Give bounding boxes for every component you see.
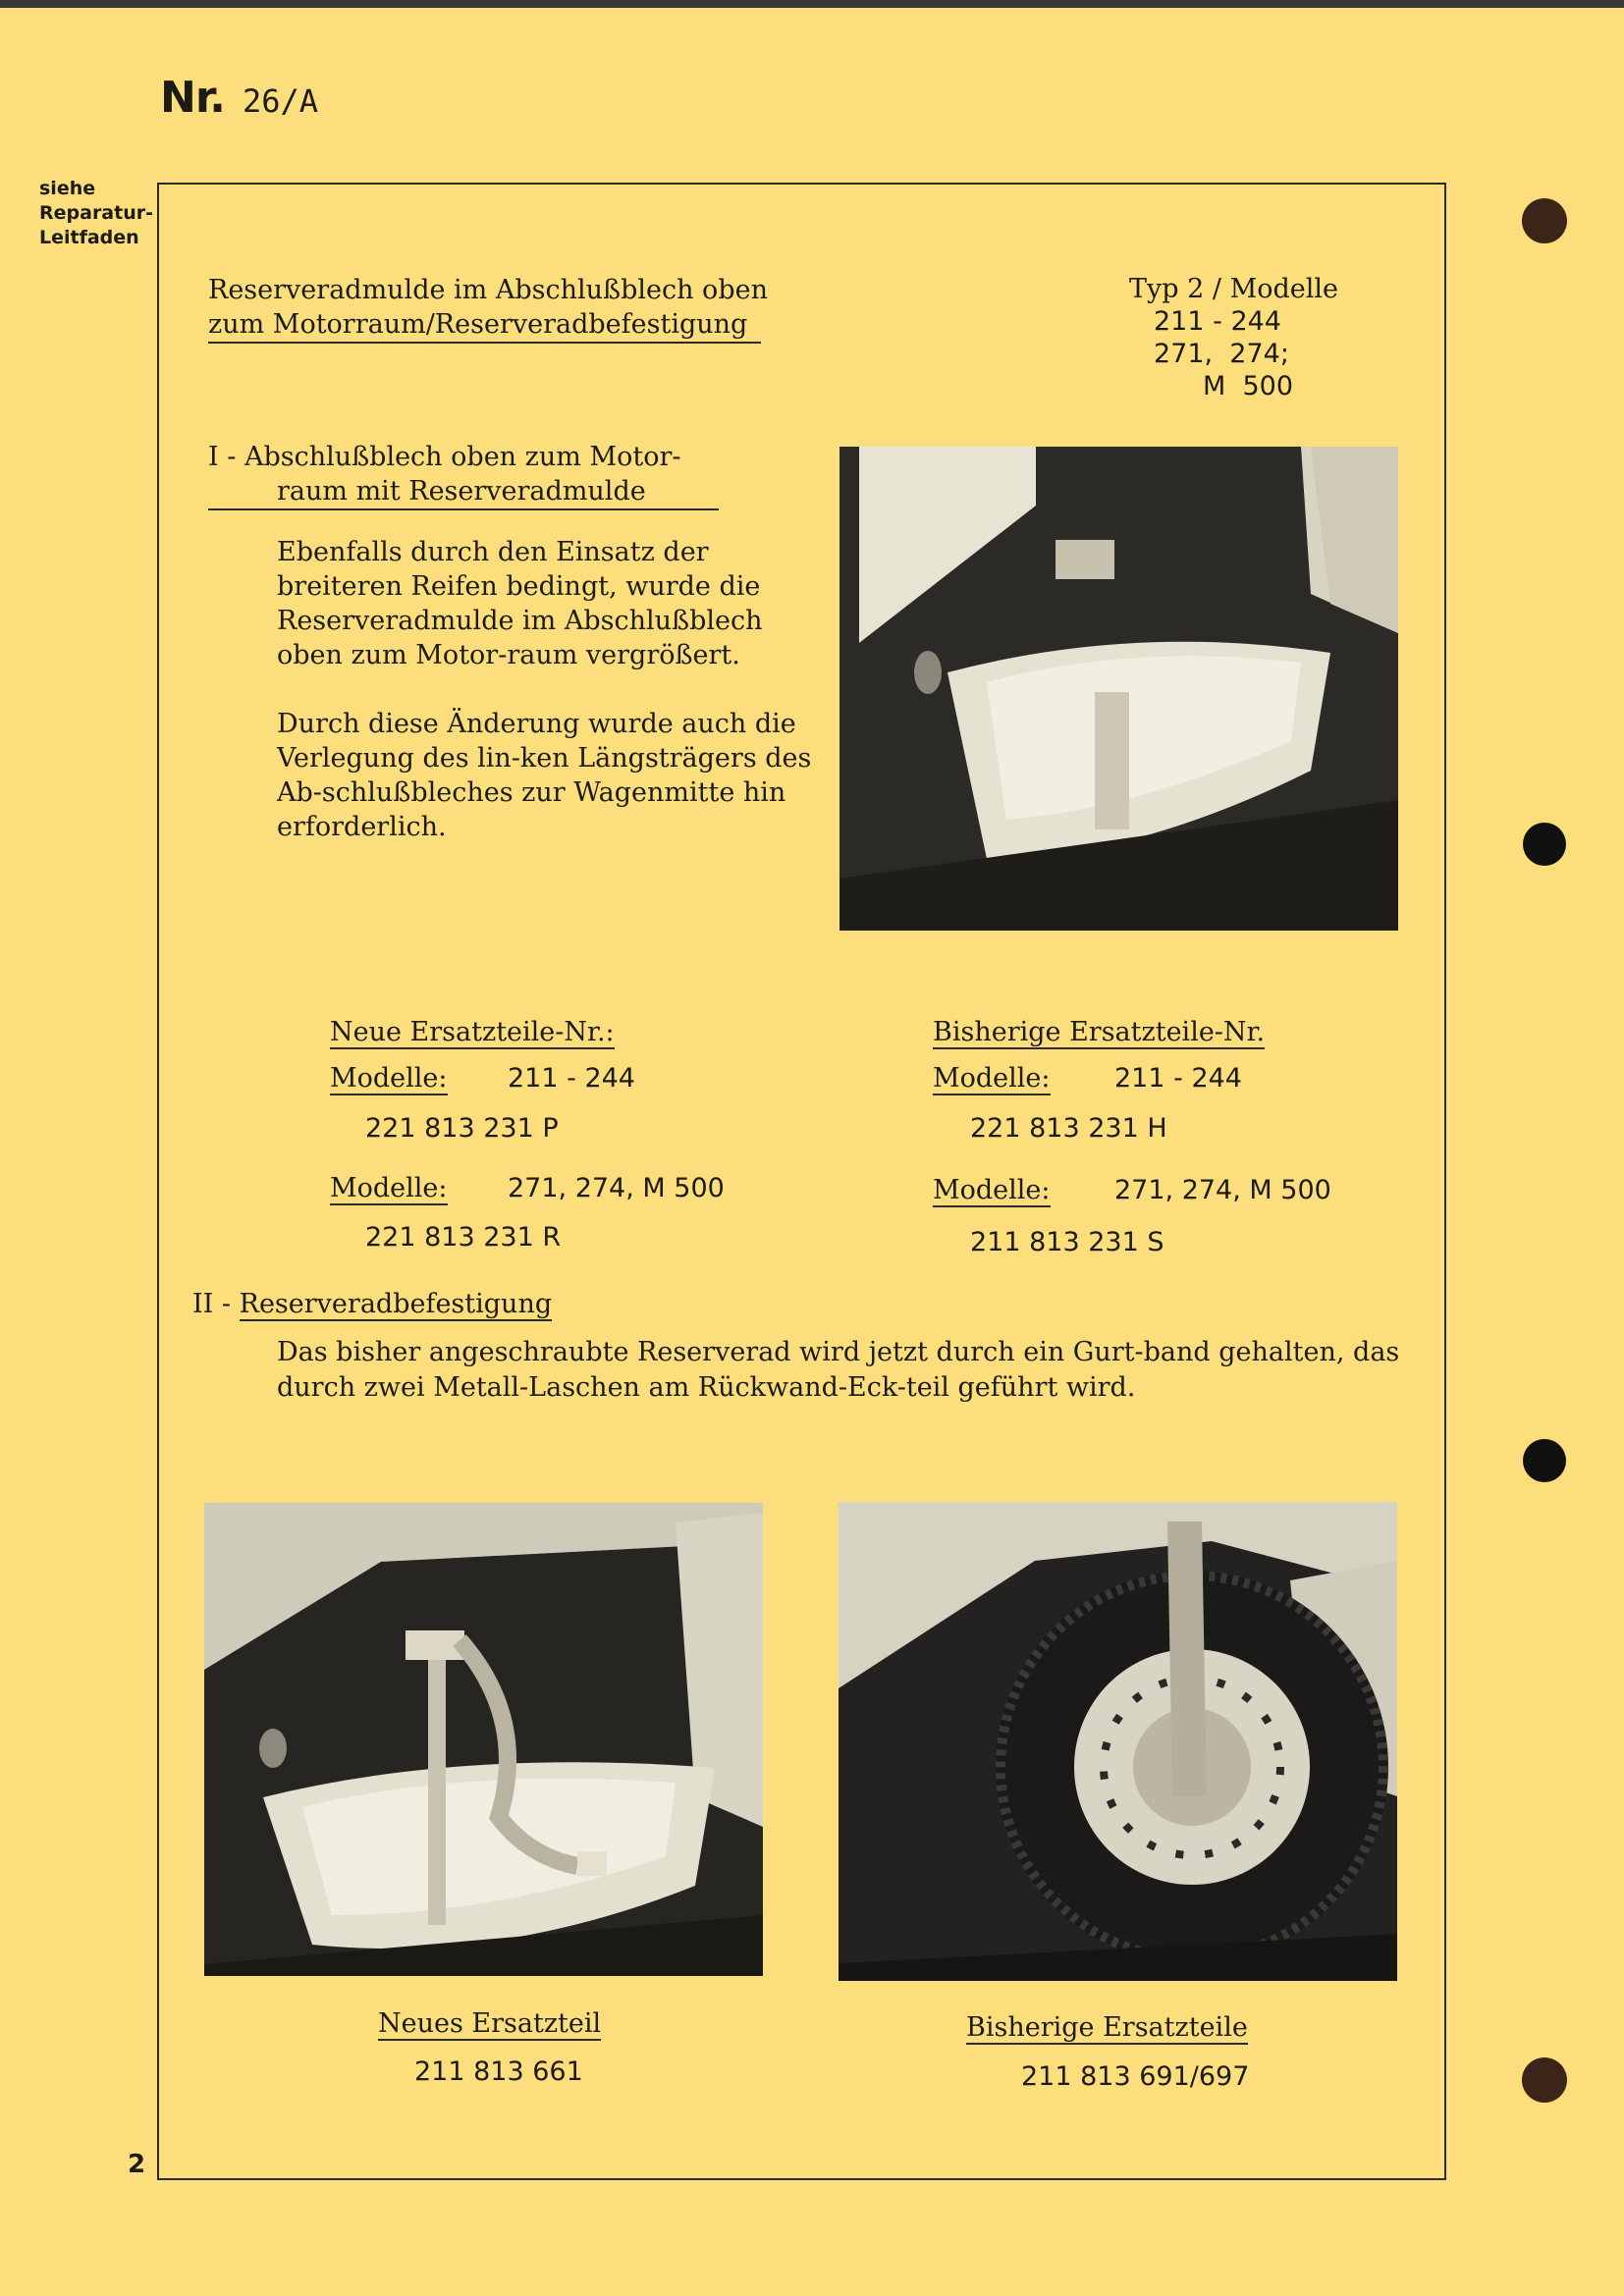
new-group2-models: 271, 274, M 500 [508, 1173, 725, 1203]
section1-heading-line2: raum mit Reserveradmulde [208, 474, 719, 510]
document-number [160, 73, 318, 123]
new-group1-part: 221 813 231 P [365, 1113, 559, 1144]
old-group2-models: 271, 274, M 500 [1114, 1175, 1331, 1205]
new-models-label-1: Modelle: [330, 1063, 448, 1094]
old-models-label-1: Modelle: [933, 1063, 1051, 1094]
title-line2: zum Motorraum/Reserveradbefestigung [208, 307, 761, 344]
section1-heading-line1: I - Abschlußblech oben zum Motor- [208, 442, 681, 472]
section1-paragraph1: Ebenfalls durch den Einsatz der breiteren Reifen bedingt, wurde die Reserveradmulde im Abschlußblech oben zum Motor-raum vergrößert. [277, 537, 763, 670]
old-parts-heading: Bisherige Ersatzteile-Nr. [933, 1017, 1266, 1047]
old-models-label-2: Modelle: [933, 1175, 1051, 1205]
typ-line2: 211 - 244 [1154, 306, 1281, 337]
section1-heading [208, 440, 719, 510]
section2-text: Das bisher angeschraubte Reserverad wird jetzt durch ein Gurt-band gehalten, das durch zwei Metall-Laschen am Rückwand-Eck-teil geführt wird. [277, 1337, 1400, 1403]
side-note-line1: siehe [39, 178, 96, 199]
old-group1-part: 221 813 231 H [970, 1113, 1167, 1144]
title-line1: Reserveradmulde im Abschlußblech oben [208, 275, 768, 305]
old-group1-models: 211 - 244 [1114, 1063, 1242, 1094]
section2-prefix: II - [192, 1289, 240, 1319]
old-group2-part: 211 813 231 S [970, 1227, 1164, 1257]
new-parts-heading: Neue Ersatzteile-Nr.: [330, 1017, 615, 1047]
new-group2-part: 221 813 231 R [365, 1222, 562, 1253]
binder-hole-icon [1522, 198, 1567, 243]
caption-old-title: Bisherige Ersatzteile [966, 2012, 1248, 2043]
caption-new-title: Neues Ersatzteil [378, 2008, 602, 2039]
binder-hole-icon [1523, 1439, 1566, 1482]
side-note-line3: Leitfaden [39, 227, 139, 248]
binder-hole-icon [1523, 823, 1566, 866]
section1-text [277, 535, 827, 879]
binder-hole-icon [1522, 2057, 1567, 2103]
photo-spare-wheel-well [839, 447, 1398, 931]
section2-heading-text: Reserveradbefestigung [239, 1289, 553, 1319]
typ-line3: 271, 274; [1154, 339, 1289, 369]
nr-value: 26/A [242, 82, 319, 120]
side-note-line2: Reparatur- [39, 202, 153, 224]
new-models-label-2: Modelle: [330, 1173, 448, 1203]
section2-heading [192, 1289, 552, 1319]
side-note [39, 177, 153, 250]
photo-new-strap [204, 1503, 763, 1976]
typ-line4: M 500 [1203, 371, 1293, 401]
caption-old-number: 211 813 691/697 [1021, 2061, 1250, 2092]
model-applicability [1129, 273, 1338, 402]
photo-old-wheel-mount [839, 1502, 1397, 1981]
section1-paragraph2: Durch diese Änderung wurde auch die Verlegung des lin-ken Längsträgers des Ab-schlußbleches zur Wagenmitte hin erforderlich. [277, 709, 812, 842]
top-edge [0, 0, 1624, 8]
new-group1-models: 211 - 244 [508, 1063, 635, 1094]
caption-new-number: 211 813 661 [414, 2056, 583, 2087]
nr-label: Nr. [160, 73, 225, 123]
typ-line1: Typ 2 / Modelle [1129, 274, 1338, 304]
page-number: 2 [128, 2150, 146, 2179]
document-title [208, 273, 768, 344]
